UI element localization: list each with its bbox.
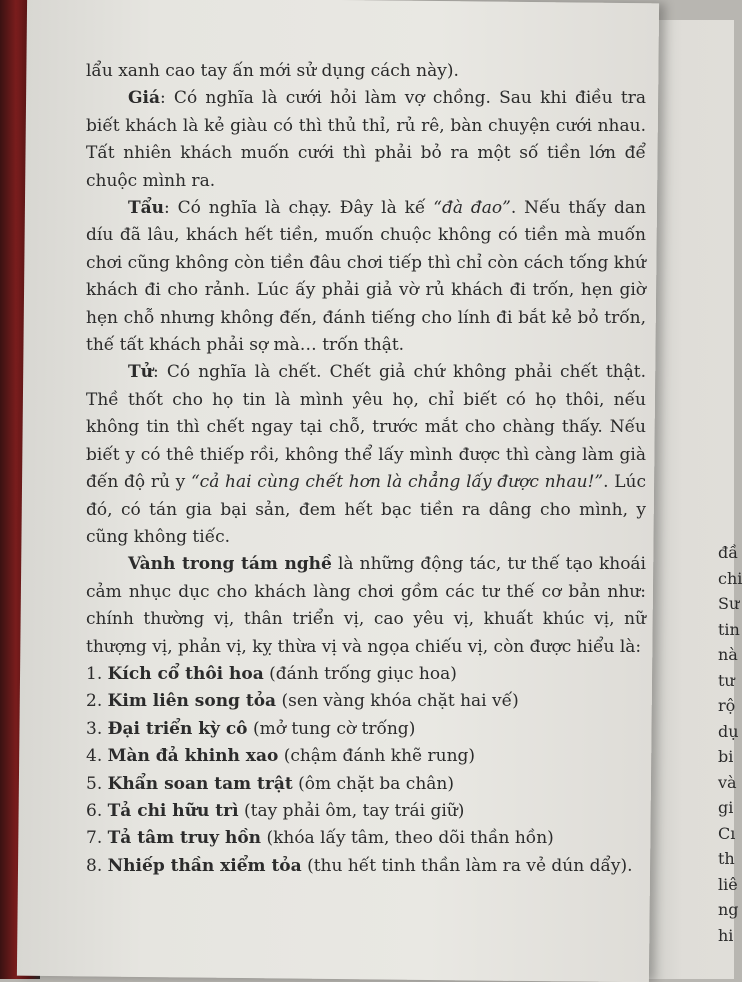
list-item-term: Nhiếp thần xiểm tỏa bbox=[107, 855, 302, 876]
list-item bbox=[86, 771, 646, 798]
right-page-fragment: Cı bbox=[718, 823, 736, 843]
list-item-number: 2. bbox=[86, 691, 103, 712]
list-item-description: (thu hết tinh thần làm ra vẻ dún dẩy). bbox=[307, 855, 633, 876]
list-item bbox=[86, 798, 646, 825]
paragraph-3-run-0: Tử bbox=[128, 362, 154, 383]
paragraph-3-run-2: “cả hai cùng chết hơn là chẳng lấy được nhau!” bbox=[190, 472, 604, 493]
right-page-fragment: ng bbox=[718, 900, 739, 919]
list-item-description: (chậm đánh khẽ rung) bbox=[283, 746, 476, 767]
right-page-fragment: tư bbox=[718, 670, 735, 690]
right-page-fragment: gi bbox=[718, 798, 734, 817]
paragraph-1 bbox=[86, 85, 646, 195]
list-item-description: (đánh trống giục hoa) bbox=[269, 663, 457, 684]
list-item-term: Đại triển kỳ cô bbox=[107, 718, 248, 739]
list-item bbox=[86, 853, 646, 880]
right-page-fragment: hi bbox=[718, 925, 734, 945]
paragraph-3-run-3: . Lúc đó, có tán gia bại sản, đem hết bạc tiền ra dâng cho mình, y cũng không tiếc. bbox=[86, 472, 646, 547]
right-page-fragment: tin bbox=[718, 619, 740, 639]
right-page-text bbox=[718, 540, 742, 948]
list-item-description: (sen vàng khóa chặt hai vế) bbox=[281, 691, 519, 712]
paragraph-2-run-1: : Có nghĩa là chạy. Đây là kế bbox=[164, 198, 434, 219]
list-item bbox=[86, 688, 646, 715]
list-item-term: Tả tâm truy hồn bbox=[107, 828, 262, 849]
paragraph-1-run-1: : Có nghĩa là cưới hỏi làm vợ chồng. Sau khi điều tra biết khách là kẻ giàu có thì thủ thỉ, rủ rê, bàn chuyện cưới nhau. Tất nhiên khách muốn cưới thì phải bỏ ra một số tiền lớn để chuộc mình ra. bbox=[86, 88, 646, 191]
paragraph-2-run-3: . Nếu thấy dan díu đã lâu, khách hết tiền, muốn chuộc không có tiền mà muốn chơi cũng không còn tiền đâu chơi tiếp thì chỉ còn cách tống khứ khách đi cho rảnh. Lúc ấy phải giả vờ rủ khách đi trốn, hẹn giờ hẹn chỗ nhưng không đến, đánh tiếng cho lính đi bắt kẻ bỏ trốn, thế tất khách phải sợ mà… trốn thật. bbox=[86, 198, 646, 356]
paragraph-2-run-0: Tẩu bbox=[128, 198, 165, 219]
right-page-fragment: đầ bbox=[718, 543, 739, 562]
list-item-term: Tả chi hữu trì bbox=[107, 800, 239, 821]
paragraph-4 bbox=[86, 551, 646, 661]
list-item bbox=[86, 661, 646, 688]
list-item-term: Kích cổ thôi hoa bbox=[107, 663, 264, 684]
right-page-fragment: liê bbox=[718, 874, 738, 894]
right-page-fragment: rộ bbox=[718, 696, 736, 715]
list-item-number: 1. bbox=[86, 663, 103, 684]
paragraph-1-run-0: Giá bbox=[128, 88, 160, 109]
list-item-term: Kim liên song tỏa bbox=[107, 691, 277, 712]
paragraph-4-run-1: là những động tác, tư thế tạo khoái cảm nhục dục cho khách làng chơi gồm các tư thế cơ bản như: chính thường vị, thân triển vị, cao yêu vị, khuất khúc vị, nữ thượng vị, phản vị, kỵ thừa vị và ngọa chiếu vị, còn được hiểu là: bbox=[86, 554, 646, 657]
list-item-number: 3. bbox=[86, 718, 103, 739]
list-item bbox=[86, 743, 646, 770]
right-page-fragment: Sư bbox=[718, 594, 740, 613]
paragraph-0-run-0: lẩu xanh cao tay ấn mới sử dụng cách này). bbox=[86, 61, 459, 81]
list-item-number: 8. bbox=[86, 855, 103, 876]
paragraph-3-run-1: : Có nghĩa là chết. Chết giả chứ không phải chết thật. Thề thốt cho họ tin là mình yêu họ, chỉ biết có họ thôi, nếu không tin thì chết ngay tại chỗ, trước mắt cho chàng thấy. Nếu biết y có thê thiếp rồi, không thể lấy mình được thì càng làm già đến độ rủ y bbox=[86, 362, 646, 493]
right-page-fragment: và bbox=[718, 772, 737, 792]
paragraph-0 bbox=[86, 58, 646, 85]
list-item bbox=[86, 716, 646, 743]
list-item-number: 7. bbox=[86, 828, 103, 849]
list-item-description: (mở tung cờ trống) bbox=[252, 718, 416, 739]
list-item-description: (khóa lấy tâm, theo dõi thần hồn) bbox=[266, 828, 554, 849]
right-page-fragment: nà bbox=[718, 645, 738, 664]
right-page-fragment: dụ bbox=[718, 721, 739, 741]
list-item-description: (ôm chặt ba chân) bbox=[298, 773, 454, 794]
paragraph-4-run-0: Vành trong tám nghề bbox=[128, 554, 332, 575]
list-item-number: 4. bbox=[86, 746, 103, 767]
list-item-term: Khẩn soan tam trật bbox=[107, 773, 293, 794]
list-item-description: (tay phải ôm, tay trái giữ) bbox=[243, 800, 465, 821]
list-item-number: 6. bbox=[86, 800, 103, 821]
paragraph-2-run-2: “đà đao” bbox=[433, 198, 511, 219]
page-text bbox=[86, 58, 646, 880]
right-page-fragment: chi bbox=[718, 568, 742, 588]
right-page-fragment: bi bbox=[718, 747, 734, 766]
list-item bbox=[86, 825, 646, 852]
paragraph-3 bbox=[86, 359, 646, 551]
list-item-number: 5. bbox=[86, 773, 103, 794]
right-page-fragment: th bbox=[718, 849, 735, 868]
list-item-term: Màn đả khinh xao bbox=[107, 746, 279, 767]
paragraph-2 bbox=[86, 195, 646, 359]
